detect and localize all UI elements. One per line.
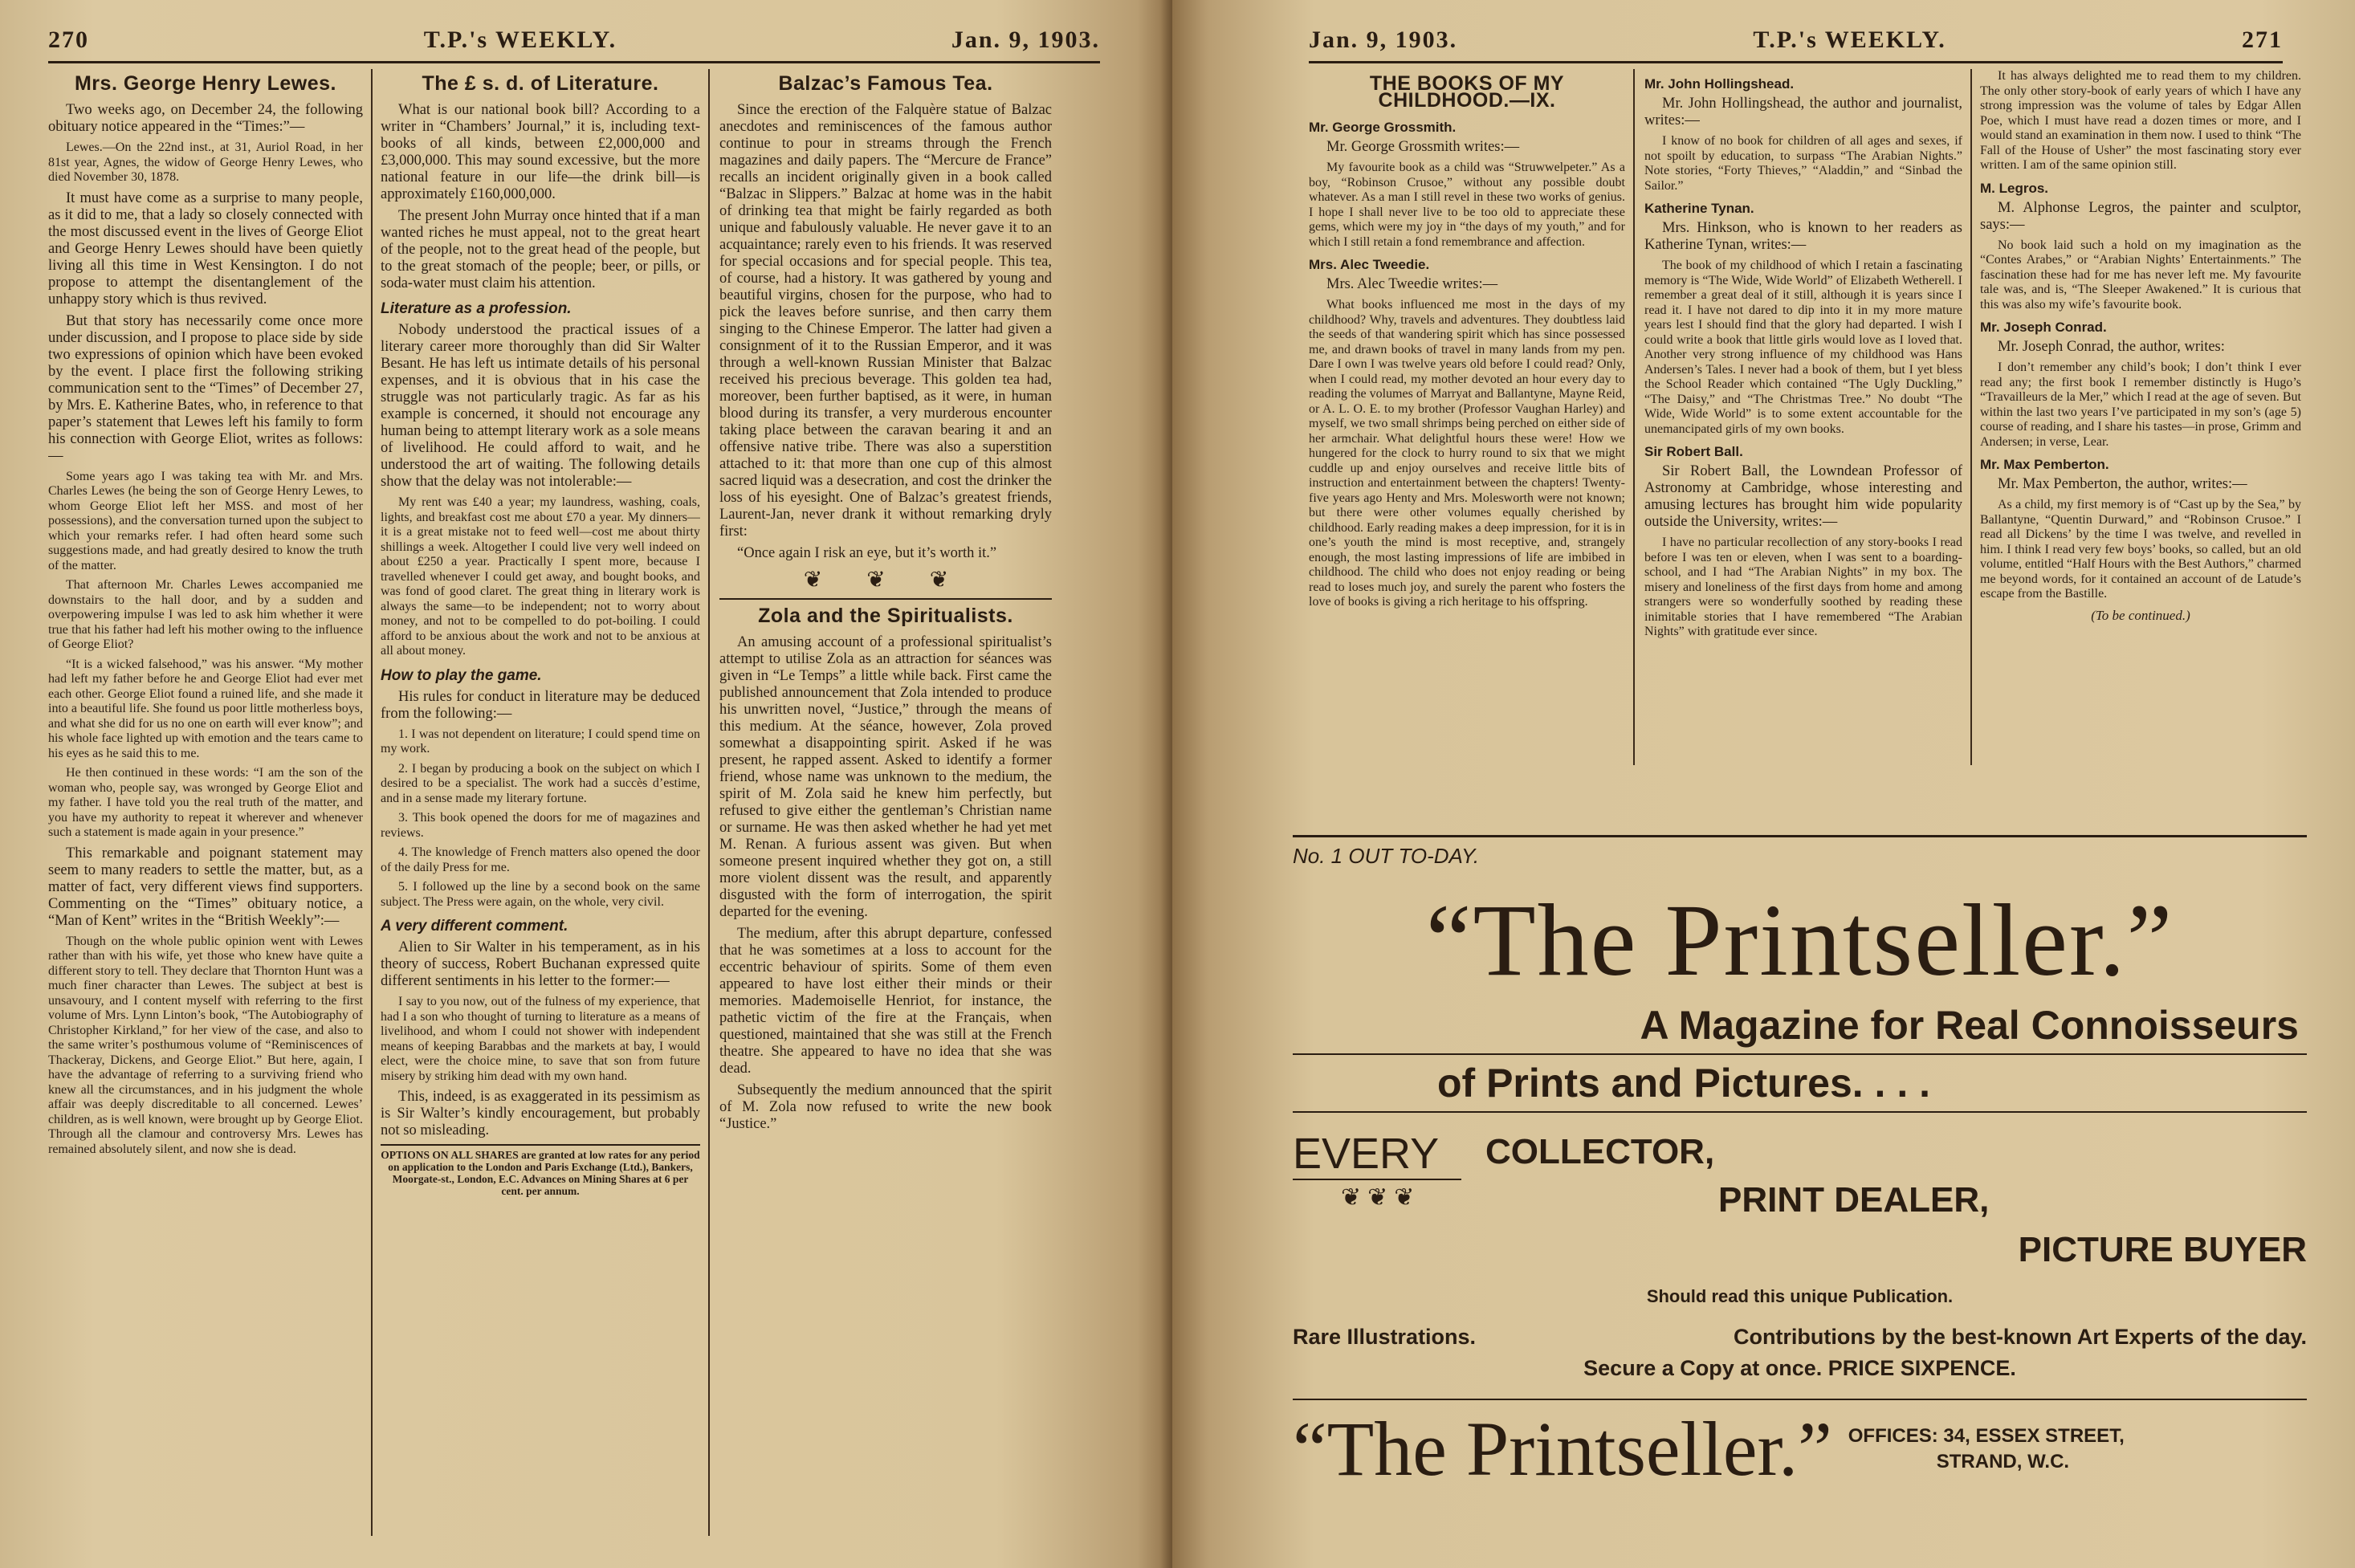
advert-out-today: No. 1 OUT TO-DAY.	[1293, 844, 1480, 868]
article-title-lsd: The £ s. d. of Literature.	[422, 72, 659, 95]
paragraph: “Once again I risk an eye, but it’s worth it.”	[737, 545, 997, 561]
paragraph: Nobody understood the practical issues of a literary career more thoroughly than did Sir Walter Besant. He has left us intimate details of his personal expenses, and it is obvious that in his case the struggle was not particularly tragic. As far as his example is concerned, it should not encourage any human being to attempt literary work as a sole means of livelihood. He could afford to wait, and he understood the art of waiting. The following details show that the delay was not intolerable:—	[381, 322, 700, 490]
advert-contributions: Contributions by the best-known Art Experts of the day.	[1733, 1325, 2307, 1349]
paragraph: His rules for conduct in literature may be deduced from the following:—	[381, 688, 700, 722]
paragraph: The present John Murray once hinted that if a man wanted riches he must appeal, not to the great heart of the people, not to the great head of the people, but to the great stomach of the people; beer, or pills, or soda-water must claim his attention.	[381, 208, 700, 291]
advert-title-repeat: “The Printseller.”	[1293, 1406, 1832, 1492]
paragraph: Alien to Sir Walter in his temperament, as in his theory of success, Robert Buchanan expressed quite different sentiments in his letter to the former:—	[381, 939, 700, 989]
quote-paragraph: The book of my childhood of which I retain a fascinating memory is “The Wide, Wide World” of Elizabeth Wetherell. I remember a great deal of it still, although it is years since I read it. I have not dared to dip into it in my more mature years lest I should find that the glory had departed. I wish I could write a book that little girls would love as I loved that. Another very strong influence of my childhood was Hans Andersen’s Tales. I never had a book of them, but I yet bless the School Reader which contained “The Ugly Duckling,” “The Daisy,” and “The Christmas Tree.” No doubt “The Wide, Wide World” is to some extent accountable for the unemancipated girls of my own books.	[1644, 259, 1962, 436]
running-head-right	[1309, 22, 2283, 58]
advert-every-underline	[1293, 1179, 1461, 1180]
advert-title: “The Printseller.”	[1425, 883, 2174, 997]
quote-paragraph: As a child, my first memory is of “Cast up by the Sea,” by Ballantyne, “Quentin Durward,” and “Robinson Crusoe.” I read all Dickens’ by the time I was twelve, and revelled in him. I think I read very few boys’ books, so called, but an old volume, entitled “Half Hours with the Best Authors,” charmed me beyond words, for it contained an account of de Latude’s escape from the Bastille.	[1980, 498, 2301, 601]
right-column-2	[1644, 69, 1962, 765]
masthead-right: T.P.'s WEEKLY.	[1753, 26, 1946, 53]
contributor-heading: Mr. John Hollingshead.	[1644, 76, 1795, 92]
right-column-1	[1309, 69, 1625, 765]
contributor-heading: Sir Robert Ball.	[1644, 444, 1743, 459]
paragraph: An amusing account of a professional spiritualist’s attempt to utilise Zola as an attraction for séances was given in “Le Temps” a little while back. First came the published announcement that Zola intended to produce his unwritten novel, “Justice,” through the means of this medium. At the séance, however, Zola proved somewhat a disappointing spirit. Asked if he was present, he rapped assent. Asked to identify a former friend, whose name was unknown to the medium, the spirit of M. Zola said he knew him perfectly, but refused to give either the gentleman’s Christian name or surname. He was then asked whether he had yet met M. Renan. A furious assent was given. But when someone present inquired whether they got on, a still more violent dissent was the result, and apparently disgusted with the form of interrogation, the spirit departed for the evening.	[719, 634, 1052, 920]
masthead-left: T.P.'s WEEKLY.	[423, 26, 617, 53]
to-be-continued: (To be continued.)	[2091, 607, 2190, 623]
article-title-zola: Zola and the Spiritualists.	[758, 605, 1013, 627]
advert-every: EVERY	[1293, 1130, 1440, 1178]
advert-rule	[1293, 1399, 2307, 1400]
paragraph: Since the erection of the Falquère statue of Balzac anecdotes and reminiscences of the famous author continue to pour in streams through the French magazines and daily papers. The “Mercure de France” recalls an incident originally given in a book called “Balzac in Slippers.” Balzac at home was in the habit of drinking tea that might be fairly regarded as both unique and fabulously valuable. He never gave it to an acquaintance; rarely even to his friends. It was reserved for special occasions and for special people. This tea, of course, had a history. It was gathered by young and beautiful virgins, chosen for the purpose, who had to pick the leaves before sunrise, and then carry them singing to the Chinese Emperor. The latter had given a consignment of it to the Russian Emperor, and it was through a well-known Russian Minister that Balzac received his precious beverage. This golden tea had, moreover, been further baptised, as it were, in human blood during its transfer, a very murderous encounter taking place between the caravan bearing it and an offensive native tribe. There was also a superstition attached to it: that more than one cup of this almost sacred liquid was a desecration, and cost the drinker the loss of his eyesight. One of Balzac’s greatest friends, Laurent-Jan, never drank it without remarking dryly first:	[719, 102, 1052, 540]
quote-paragraph: I don’t remember any child’s book; I don’t think I ever read any; the first book I remember distinctly is Hugo’s “Travailleurs de la Mer,” which I read at the age of seven. But within the last two years I’ve participated in my son’s (age 5) course of reading, and I share his tastes—in prose, Grimm and Andersen; in verse, Lear.	[1980, 360, 2301, 449]
advert-subtitle-1: A Magazine for Real Connoisseurs	[1640, 1003, 2299, 1048]
quote-paragraph: That afternoon Mr. Charles Lewes accompanied me downstairs to the hall door, and by a sudden and overpowering impulse I was led to ask him whether it were true that his father had left his mother owing to the influence of George Eliot?	[48, 578, 363, 651]
advert-offices	[1848, 1423, 2125, 1475]
article-title-balzac: Balzac’s Famous Tea.	[778, 72, 993, 95]
quote-paragraph: I know of no book for children of all ages and sexes, if not spoilt by education, to surpass “The Arabian Nights.” Note stories, “Forty Thieves,” “Aladdin,” and “Sinbad the Sailor.”	[1644, 134, 1962, 193]
head-rule-left	[48, 61, 1100, 63]
quote-paragraph: My rent was £40 a year; my laundress, washing, coals, lights, and breakfast cost me about £70 a year. My dinners—it is a great mistake not to feed well—cost me about thirty shillings a week. Altogether I could live very well indeed on about £250 a year. Practically I spent more, because I travelled whenever I could get away, and bought books, and was fond of good claret. The great thing in literary work is always the same—to be independent; not to worry about money, and not to be compelled to do pot-boiling. I could afford to be anxious about the work and not to be anxious at all about money.	[381, 495, 700, 658]
left-column-1	[48, 69, 363, 1536]
rule-item: 2. I began by producing a book on the subject on which I desired to be a specialist. The work had a succès d’estime, and in a sense made my literary fortune.	[381, 761, 700, 805]
obituary-notice: Lewes.—On the 22nd inst., at 31, Auriol Road, in her 81st year, Agnes, the widow of George Henry Lewes, who died November 30, 1878.	[48, 141, 363, 184]
column-rule	[1970, 69, 1972, 765]
column-rule	[371, 69, 373, 1536]
quote-paragraph: He then continued in these words: “I am the son of the woman who, people say, was wronged by George Eliot and my father. I have told you the real truth of the matter, and you have my authority to repeat it wherever and whenever such a statement is made again in your presence.”	[48, 766, 363, 839]
paragraph: Mr. Max Pemberton, the author, writes:—	[1998, 476, 2247, 492]
quote-paragraph: What books influenced me most in the days of my childhood? Why, travels and adventures. They doubtless laid the seeds of that wandering spirit which has since possessed me, and drawn books of travel in many lands from my pen. Dare I own I was twelve years old before I could read? Only, when I could read, my mother devoted an hour every day to reading the volumes of Marryat and Ballantyne, Mayne Reid, or A. L. O. E. to my brother (Professor Vaughan Harley) and myself, we two small shrimps being perched on either side of her armchair. What delightful hours these were! How we hungered for the clock to hurry round to six that we might cuddle up and enjoy ourselves and receive little bits of instruction and entertainment between the chapters! Twenty-five years ago Henty and Mrs. Molesworth were not known; but there were other volumes equally cherished by childhood. Early reading makes a deep impression, for it is in one’s youth the mind is most receptive, and, strangely enough, the most lasting impressions of life are imbibed in childhood. The child who does not enjoy reading or being read to loses much joy, and surely the parent who fosters the love of books is giving a rich heritage to his offspring.	[1309, 298, 1625, 609]
running-head-left	[48, 22, 1100, 58]
subheading: How to play the game.	[381, 666, 542, 684]
advert-collector: COLLECTOR,	[1485, 1132, 1715, 1171]
quote-paragraph: I have no particular recollection of any story-books I read before I was ten or eleven, when I was sent to a boarding-school, and I had “The Arabian Nights” in my box. The misery and loneliness of the first days from home and among strangers were so wonderfully soothed by reading these inimitable stories that I have remembered “The Arabian Nights” with gratitude ever since.	[1644, 536, 1962, 638]
contributor-heading: M. Legros.	[1980, 180, 2049, 196]
quote-paragraph: “It is a wicked falsehood,” was his answer. “My mother had left my father before he and George Eliot had ever met each other. George Eliot found a ruined life, and she made it into a beautiful life. She found us poor little motherless boys, and what she did for us no one on earth will ever know”; and his whole face lighted up with emotion and the tears came to his eyes as he said this to me.	[48, 657, 363, 760]
advert-rare: Rare Illustrations.	[1293, 1325, 1477, 1349]
paragraph: M. Alphonse Legros, the painter and sculptor, says:—	[1980, 199, 2301, 233]
article-title-lewes: Mrs. George Henry Lewes.	[74, 72, 336, 95]
contributor-heading: Katherine Tynan.	[1644, 201, 1754, 216]
article-title-books-childhood: THE BOOKS OF MY CHILDHOOD.—IX.	[1369, 72, 1565, 112]
paragraph: Mr. Joseph Conrad, the author, writes:	[1998, 339, 2225, 355]
left-column-2	[381, 69, 700, 1536]
advert-rule	[1293, 1053, 2307, 1055]
date-left: Jan. 9, 1903.	[951, 26, 1100, 53]
advert-print-dealer: PRINT DEALER,	[1718, 1180, 1990, 1220]
advert-offices-line-1: OFFICES: 34, ESSEX STREET,	[1848, 1425, 2125, 1447]
flourish-icon: ❦❦❦	[1341, 1184, 1421, 1211]
advert-footer	[1293, 1405, 2307, 1493]
rule-item: 3. This book opened the doors for me of magazines and reviews.	[381, 811, 700, 840]
column-rule	[708, 69, 710, 1536]
section-rule	[719, 598, 1052, 600]
paragraph: Mr. George Grossmith writes:—	[1326, 139, 1520, 155]
head-rule-right	[1309, 61, 2283, 63]
paragraph: Sir Robert Ball, the Lowndean Professor of Astronomy at Cambridge, whose interesting and amusing lectures has brought him wide popularity outside the University, writes:—	[1644, 463, 1962, 530]
quote-paragraph: My favourite book as a child was “Struwwelpeter.” As a boy, “Robinson Crusoe,” without any possible doubt whatever. As a man I still revel in these two works of genius. I hope I shall never live to be too old to appreciate these gems, which were my joy in “the days of my youth,” and for which I still retain a fond remembrance and affection.	[1309, 161, 1625, 249]
advert-rule	[1293, 1111, 2307, 1113]
paragraph: The medium, after this abrupt departure, confessed that he was sometimes at a loss to account for the eccentric behaviour of spirits. Some of them even appeared to have lost either their minds or their memories. Mademoiselle Henriot, for instance, the pathetic victim of the fire at the Français, when questioned, maintained that she was still at the French theatre. She appeared to have no idea that she was dead.	[719, 926, 1052, 1077]
advert-price: Secure a Copy at once. PRICE SIXPENCE.	[1583, 1356, 2016, 1380]
paragraph: Mr. John Hollingshead, the author and journalist, writes:—	[1644, 96, 1962, 128]
left-page	[0, 0, 1172, 1568]
advert-footnote: OPTIONS ON ALL SHARES are granted at low rates for any period on application to the London and Paris Exchange (Ltd.), Bankers, Moorgate-st., London, E.C. Advances on Mining Shares at 6 per cent. per annum.	[381, 1144, 700, 1197]
paragraph: This remarkable and poignant statement may seem to many readers to settle the matter, but, as a matter of fact, very different views find supporters. Commenting on the “Times” obituary notice, a “Man of Kent” writes in the “British Weekly”:—	[48, 845, 363, 929]
paragraph: What is our national book bill? According to a writer in “Chambers’ Journal,” it is, including text-books of all kinds, between £2,000,000 and £3,000,000. This may sound excessive, but the more national feature in our life—the drink bill—is approximately £160,000,000.	[381, 102, 700, 202]
paragraph: But that story has necessarily come once more under discussion, and I propose to place side by side two expressions of opinion which have been evoked by the event. I place first the following striking communication sent to the “Times” of December 27, by Mrs. E. Katherine Bates, who, in reference to that paper’s statement that Lewes left his family to form his connection with George Eliot, writes as follows:—	[48, 312, 363, 464]
advert-audience	[1293, 1129, 2307, 1281]
contributor-heading: Mr. Joseph Conrad.	[1980, 320, 2107, 335]
advert-offices-line-2: STRAND, W.C.	[1936, 1451, 2070, 1472]
quote-paragraph: Though on the whole public opinion went with Lewes rather than with his wife, yet those who knew have quite a different story to tell. They declare that Thornton Hunt was a much finer character than Lewes. The subject at best is unsavoury, and I content myself with referring to the first volume of Mrs. Lynn Linton’s book, “The Autobiography of Christopher Kirkland,” for her view of the case, and also to the same writer’s posthumous volume of “Reminiscences of Thackeray, Dickens, and George Eliot.” But here, again, I have the advantage of referring to a surviving friend who knew all the circumstances, and in his judgment the whole affair was deeply discreditable to all concerned. Lewes’ children, as is well known, were brought up by George Eliot. Through all the clamour and controversy Mrs. Lewes has remained absolutely silent, and now she is dead.	[48, 934, 363, 1156]
subheading: Literature as a profession.	[381, 300, 572, 317]
subheading: A very different comment.	[381, 918, 568, 935]
paragraph: Subsequently the medium announced that the spirit of M. Zola now refused to write the new book “Justice.”	[719, 1082, 1052, 1132]
rule-item: 1. I was not dependent on literature; I could spend time on my work.	[381, 727, 700, 755]
advert-subtitle-2: of Prints and Pictures. . . .	[1437, 1061, 1931, 1106]
quote-paragraph: It has always delighted me to read them to my children. The only other story-book of early years of which I have any strong impression was the volume of tales by Edgar Allen Poe, which I must have read a dozen times or more, and I would stand an examination in them now. I used to think “The Fall of the House of Usher” the most fascinating story ever written. I am of the same opinion still.	[1980, 69, 2301, 172]
page-number-left: 270	[48, 26, 89, 53]
right-page	[1172, 0, 2355, 1568]
contributor-heading: Mrs. Alec Tweedie.	[1309, 257, 1430, 272]
ornament-divider: ❦ ❦ ❦	[803, 568, 968, 593]
quote-paragraph: Some years ago I was taking tea with Mr. and Mrs. Charles Lewes (he being the son of George Henry Lewes, to whom George Eliot left her MSS. and most of her possessions), and the conversation turned upon the subject to which your remarks refer. I had often heard some such suggestions made, and had greatly desired to know the truth of the matter.	[48, 469, 363, 572]
printseller-advert	[1293, 835, 2307, 1536]
rule-item: 4. The knowledge of French matters also opened the door of the daily Press for me.	[381, 845, 700, 874]
left-column-3	[719, 69, 1052, 1536]
right-column-3	[1980, 69, 2301, 765]
advert-features	[1293, 1325, 2307, 1350]
advert-should-read: Should read this unique Publication.	[1646, 1286, 1954, 1306]
contributor-heading: Mr. George Grossmith.	[1309, 120, 1457, 135]
rule-item: 5. I followed up the line by a second book on the same subject. The Press were again, on the whole, very civil.	[381, 880, 700, 909]
paragraph: Mrs. Hinkson, who is known to her readers as Katherine Tynan, writes:—	[1644, 220, 1962, 253]
quote-paragraph: I say to you now, out of the fulness of my experience, that had I a son who thought of turning to literature as a means of livelihood, and whom I could not shower with independent means of keeping Barabbas and the markets at bay, I would elect, were the choice mine, to save that son from future misery by striking him dead with my own hand.	[381, 995, 700, 1083]
contributor-heading: Mr. Max Pemberton.	[1980, 457, 2109, 472]
paragraph: This, indeed, is as exaggerated in its pessimism as is Sir Walter’s kindly encouragement, but probably not so misleading.	[381, 1089, 700, 1138]
advert-picture-buyer: PICTURE BUYER	[2018, 1230, 2307, 1269]
page-number-right: 271	[2242, 26, 2283, 53]
advert-top-rule	[1293, 835, 2307, 837]
quote-paragraph: No book laid such a hold on my imagination as the “Contes Arabes,” or “Arabian Nights’ Entertainments.” The fascination these had for me has never left me. My favourite tale was, and is, “The Sleeper Awakened.” It is curious that this was also my wife’s favourite book.	[1980, 238, 2301, 312]
date-right: Jan. 9, 1903.	[1309, 26, 1458, 53]
column-rule	[1633, 69, 1635, 765]
paragraph: Mrs. Alec Tweedie writes:—	[1326, 276, 1498, 292]
paragraph: Two weeks ago, on December 24, the following obituary notice appeared in the “Times:”—	[48, 102, 363, 135]
paragraph: It must have come as a surprise to many people, as it did to me, that a lady so closely connected with the most discussed event in the lives of George Eliot and George Henry Lewes should have been quietly living all this time in West Kensington. I do not propose to attempt the disentanglement of the unhappy story which is thus revived.	[48, 189, 363, 307]
